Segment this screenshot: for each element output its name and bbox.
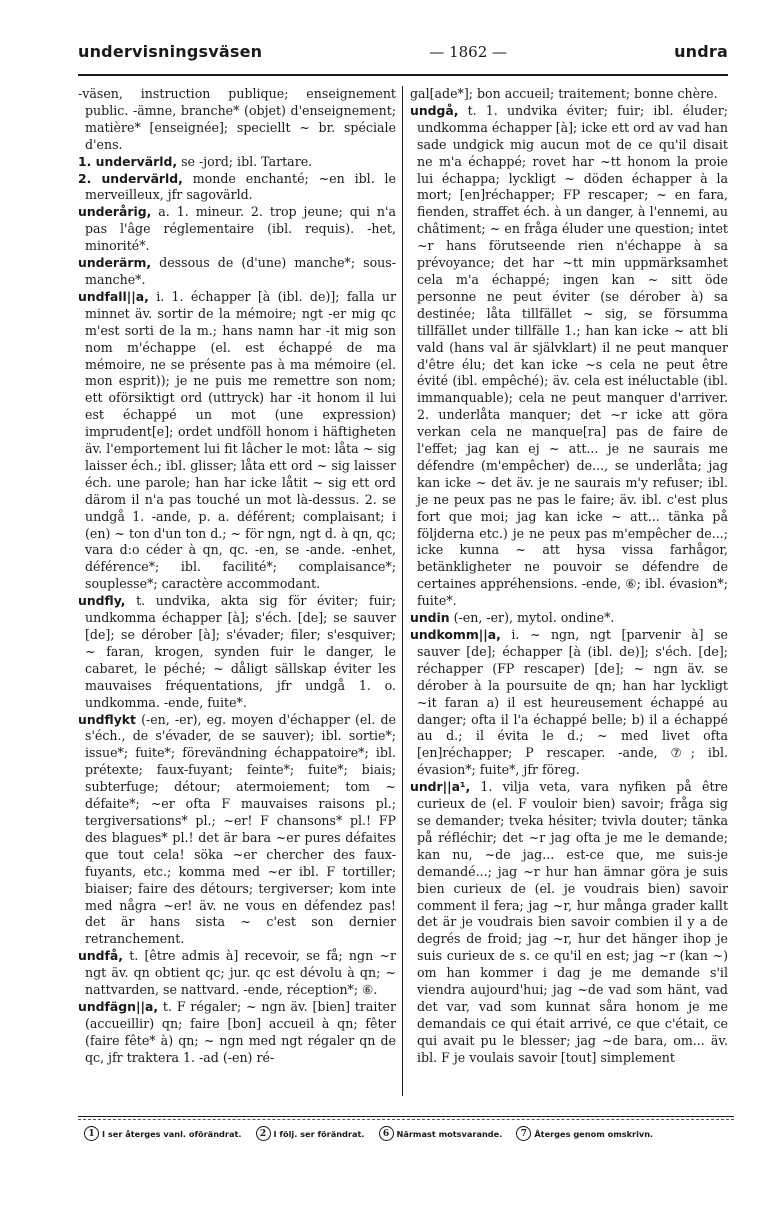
entry-text: a. 1. mineur. 2. trop jeune; qui n'a pas l'âge réglementaire (ibl. requis). -het, minorité*. — [85, 204, 396, 254]
footnote-mark: 7 — [516, 1126, 531, 1141]
right-column — [410, 86, 728, 1096]
two-columns — [78, 86, 728, 1096]
entry-text: t. undvika, akta sig för éviter; fuir; undkomma échapper [à]; s'éch. [de]; se sauver [de]; se dérober [à]; s'évader; filer; s'esquiver; ~ faran, krogen, synden fuir le danger, le cabaret, le péché; ~ dåligt sällskap éviter les mauvaises fréquentations, jfr undgå 1. o. undkomma. -ende, fuite*. — [85, 593, 396, 710]
right-running-head: undra — [674, 42, 728, 61]
dictionary-entry — [78, 86, 396, 154]
dictionary-entry — [78, 154, 396, 171]
entry-text: dessous de (d'une) manche*; sous-manche*. — [85, 255, 396, 287]
entry-text: (-en, -er), eg. moyen d'échapper (el. de s'éch., de s'évader, de se sauver); ibl. sortie*; issue*; fuite*; förevändning échappatoire*; ibl. prétexte; faux-fuyant; feinte*; fuite*; biais; subterfuge; détour; atermoiement; tom ~ défaite*; ~er ofta F mauvaises raisons pl.; tergiversations* pl.; ~er! F chansons* pl.! FP des blagues* pl.! det är bara ~er pures défaites que tout cela! söka ~er chercher des faux-fuyants, etc.; komma med ~er ibl. F tortiller; biaiser; faire des détours; tergiverser; kom inte med några ~er! äv. ne vous en défendez pas! det är hans sista ~ c'est son dernier retranchement. — [85, 711, 396, 947]
footnote — [256, 1126, 365, 1141]
footnote — [516, 1126, 653, 1141]
footnote-text: Återges genom omskrivn. — [534, 1128, 654, 1139]
entry-text: t. F régaler; ~ ngn äv. [bien] traiter (accueillir) qn; faire [bon] accueil à qn; fêter (faire fête* à) qn; ~ ngn med ngt régaler qn de qc, jfr traktera 1. -ad (-en) ré- — [85, 998, 396, 1065]
footnotes — [84, 1126, 734, 1141]
entry-text: t. 1. undvika éviter; fuir; ibl. éluder; undkomma échapper [à]; icke ett ord av vad han sade undgick mig aucun mot de ce qu'il disait ne m'a échappé; rovet har ~tt honom la proie lui échappa; lyckligt ~ döden échapper à la mort; [en]réchapper; FP rescaper; ~ en fara, fienden, straffet éch. à un danger, à l'ennemi, au châtiment; ~ en fråga éluder une question; intet ~r hans förutseende rien n'échappe à sa prévoyance; det har ~tt min uppmärksamhet cela m'a échappé; ingen kan ~ sitt öde personne ne peut éviter (se dérober à) sa destinée; låta tillfället ~ sig, se försumma tillfället under tillfälle 1.; han kan icke ~ att bli vald (hans val är självklart) il ne peut manquer d'être élu; det kan icke ~s cela ne peut être évité (ibl. empêché); äv. cela est inéluctable (ibl. immanquable); cela ne peut manquer d'arriver. 2. underlåta manquer; det ~r icke att göra verkan cela ne manque[ra] pas de faire de l'effet; jag kan ej ~ att... je ne saurais me défendre (m'empêcher) de..., se underlåta; jag kan icke ~ det äv. je ne saurais m'y refuser; ibl. je ne peux pas ne pas le faire; äv. ibl. c'est plus fort que moi; jag kan icke ~ att... tänka på följderna etc.) je ne peux pas m'empêcher de...; icke kunna ~ att hysa vissa farhågor, betänkligheter ne pouvoir se défendre de certaines appréhensions. -ende, ⑥; ibl. évasion*; fuite*. — [417, 102, 728, 609]
dictionary-entry — [410, 610, 728, 627]
footnote-text: Närmast motsvarande. — [396, 1128, 503, 1139]
footnote-rule — [78, 1116, 734, 1117]
entry-lemma: undfå, — [78, 948, 123, 964]
footnote — [84, 1126, 242, 1141]
entry-lemma: undfly, — [78, 593, 126, 609]
footnote-text: I ser återges vanl. oförändrat. — [102, 1128, 242, 1139]
entry-lemma: undgå, — [410, 102, 459, 118]
footnote-mark: 2 — [256, 1126, 271, 1141]
dictionary-entry — [410, 103, 728, 610]
page-header — [78, 42, 728, 70]
entry-lemma: undfägn||a, — [78, 998, 159, 1014]
dictionary-entry — [78, 289, 396, 593]
dictionary-entry — [78, 593, 396, 711]
footnote-mark: 1 — [84, 1126, 99, 1141]
dictionary-entry — [410, 779, 728, 1066]
entry-text: -väsen, instruction publique; enseignement public. -ämne, branche* (objet) d'enseignement; matière* [enseignée]; speciellt ~ br. spéciale d'ens. — [78, 86, 396, 152]
entry-text: 1. vilja veta, vara nyfiken på être curieux de (el. F vouloir bien) savoir; fråga sig se demander; tveka hésiter; tvivla douter; tänka på réfléchir; det ~r jag ofta je me le demande; kan nu, ~de jag... est-ce que, me suis-je demandé...; jag ~r hur han ämnar göra je suis bien curieux de (el. je voudrais bien) savoir comment il fera; jag ~r, hur många grader kallt det är je voudrais bien savoir combien il y a de degrés de froid; jag ~r, hur det hänger ihop je suis curieux de s. ce qu'il en est; jag ~r (kan ~) om han kommer i dag je me demande s'il viendra aujourd'hui; jag ~de vad som hänt, vad det var, vad som kunnat såra honom je me demandais ce qui était arrivé, ce que c'était, ce qui avait pu le blesser; jag ~de bara, om... äv. ibl. F je voulais savoir [tout] simplement — [417, 779, 728, 1065]
dictionary-entry — [78, 255, 396, 289]
entry-text: t. [être admis à] recevoir, se få; ngn ~r ngt äv. qn obtient qc; jur. qc est dévolu à qn; ~ nattvarden, se nattvard. -ende, réception*; ⑥. — [85, 948, 396, 998]
entry-lemma: undfall||a, — [78, 288, 149, 304]
entry-lemma: 1. undervärld, — [78, 153, 178, 169]
entry-text: i. ~ ngn, ngt [parvenir à] se sauver [de]; échapper [à (ibl. de)]; s'éch. [de]; réchapper (FP rescaper) [de]; ~ ngn äv. se dérober à la poursuite de qn; han har lyckligt ~it faran a) il est heureusement échappé au danger; ofta il l'a échappé belle; b) il a échappé au d.; il évita le d.; ~ med livet ofta [en]réchapper; P rescaper. -ande, ⑦; ibl. évasion*; fuite*, jfr föreg. — [417, 627, 728, 778]
header-rule — [78, 74, 728, 76]
dictionary-entry — [78, 171, 396, 205]
footnote-text: I följ. ser förändrat. — [273, 1128, 365, 1139]
page-number: — 1862 — — [429, 43, 508, 61]
left-running-head: undervisningsväsen — [78, 42, 263, 61]
column-divider — [402, 86, 403, 1096]
entry-text: monde enchanté; ~en ibl. le merveilleux, jfr sagovärld. — [85, 170, 396, 203]
footnote-mark: 6 — [379, 1126, 394, 1141]
entry-text: (-en, -er), mytol. ondine*. — [453, 610, 615, 626]
entry-text: i. 1. échapper [à (ibl. de)]; falla ur minnet äv. sortir de la mémoire; ngt -er mig qc m'est sorti de la m.; hans namn har -it mig son nom m'échappe (el. est échappé de ma mémoire, ne se présente pas à ma mémoire (el. mon esprit)); je ne puis me remettre son nom; ett oförsiktigt ord (uttryck) har -it honom il lui est échappé un mot (une expression) imprudent[e]; ordet undföll honom i häftigheten äv. l'emportement lui fit lâcher le mot: låta ~ sig laisser éch.; ibl. glisser; låta ett ord ~ sig laisser éch. une parole; han har icke låtit ~ sig ett ord därom il n'a pas touché un mot là-dessus. 2. se undgå 1. -ande, p. a. déférent; complaisant; i (en) ~ ton d'un ton d.; ~ för ngn, ngt d. à qn, qc; vara d:o céder à qn, qc. -en, se -ande. -enhet, déférence*; ibl. facilité*; complaisance*; souplesse*; caractère accommodant. — [85, 288, 396, 592]
dictionary-entry — [78, 712, 396, 949]
dictionary-entry — [410, 627, 728, 779]
dictionary-entry — [410, 86, 728, 103]
footnote — [379, 1126, 503, 1141]
dictionary-entry — [78, 999, 396, 1067]
entry-lemma: underärm, — [78, 255, 152, 271]
entry-text: se -jord; ibl. Tartare. — [181, 153, 313, 169]
entry-lemma: undr||a¹, — [410, 779, 471, 795]
entry-text: gal[ade*]; bon accueil; traitement; bonne chère. — [410, 86, 718, 101]
entry-lemma: underårig, — [78, 204, 152, 220]
left-column — [78, 86, 396, 1096]
dictionary-entry — [78, 204, 396, 255]
footnote-dashed-rule — [78, 1119, 734, 1121]
entry-lemma: undkomm||a, — [410, 627, 501, 642]
entry-lemma: undflykt — [78, 711, 136, 727]
entry-lemma: 2. undervärld, — [78, 170, 183, 186]
entry-lemma: undin — [410, 610, 450, 626]
dictionary-entry — [78, 948, 396, 999]
